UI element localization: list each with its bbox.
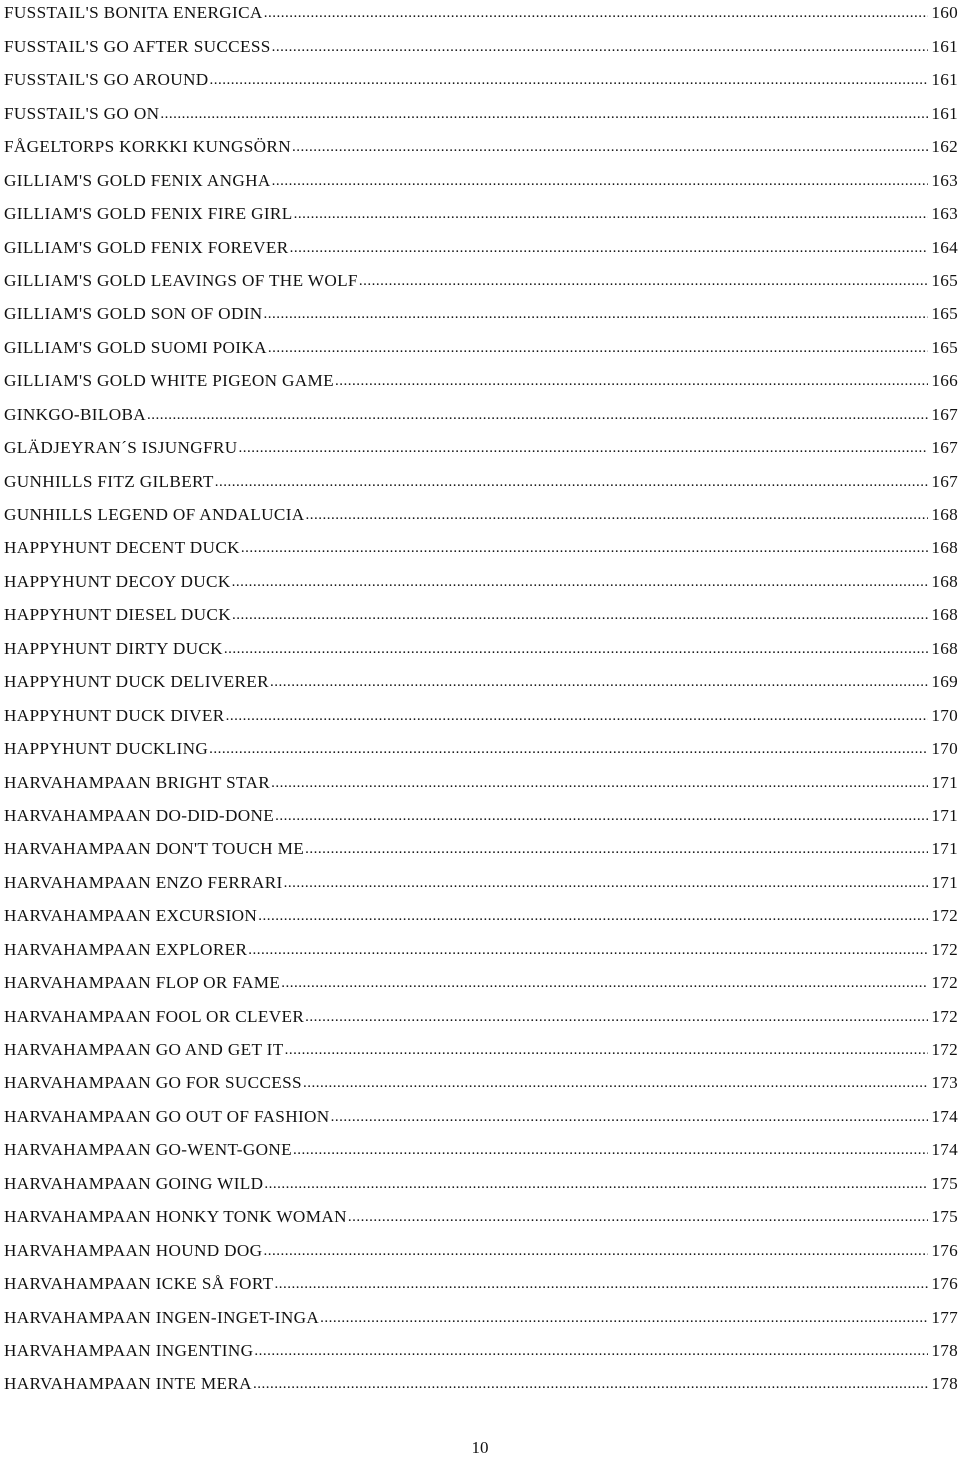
toc-entry[interactable] (4, 1160, 958, 1193)
toc-entry-page: 178 (931, 1374, 958, 1394)
page-number: 10 (471, 1438, 489, 1457)
toc-entry-page: 172 (931, 973, 958, 993)
toc-entry-title: HARVAHAMPAAN BRIGHT STAR (4, 772, 271, 792)
toc-entry-page: 170 (931, 739, 958, 759)
dot-leader (305, 839, 928, 859)
toc-entry-title: HARVAHAMPAAN DON'T TOUCH ME (4, 839, 305, 859)
dot-leader (272, 37, 929, 57)
dot-leader (292, 137, 928, 157)
toc-entry-page: 167 (931, 404, 958, 424)
dot-leader (264, 304, 929, 324)
toc-entry-title: GINKGO-BILOBA (4, 404, 147, 424)
toc-entry[interactable] (4, 291, 958, 324)
toc-entry[interactable] (4, 859, 958, 892)
toc-entry-title: HARVAHAMPAAN FOOL OR CLEVER (4, 1006, 305, 1026)
dot-leader (290, 238, 929, 258)
toc-entry-page: 162 (931, 137, 958, 157)
toc-entry[interactable] (4, 793, 958, 826)
toc-entry[interactable] (4, 1127, 958, 1160)
toc-entry-page: 172 (931, 1006, 958, 1026)
toc-entry-title: HARVAHAMPAAN GO FOR SUCCESS (4, 1073, 302, 1093)
toc-entry[interactable] (4, 1328, 958, 1361)
dot-leader (209, 739, 928, 759)
toc-entry[interactable] (4, 324, 958, 357)
toc-entry-title: HARVAHAMPAAN GO OUT OF FASHION (4, 1106, 330, 1126)
toc-entry[interactable] (4, 1093, 958, 1126)
dot-leader (275, 806, 928, 826)
toc-entry-page: 172 (931, 1040, 958, 1059)
toc-entry[interactable] (4, 0, 958, 23)
toc-entry-page: 168 (931, 605, 958, 625)
toc-entry[interactable] (4, 659, 958, 692)
dot-leader (264, 3, 929, 23)
dot-leader (239, 438, 929, 458)
toc-entry-page: 161 (931, 103, 958, 123)
toc-entry-title: HARVAHAMPAAN DO-DID-DONE (4, 805, 275, 825)
toc-entry[interactable] (4, 391, 958, 424)
toc-entry-title: GUNHILLS FITZ GILBERT (4, 471, 214, 491)
toc-entry-title: HARVAHAMPAAN EXCURSION (4, 906, 258, 926)
dot-leader (147, 405, 928, 425)
toc-entry-page: 168 (931, 505, 958, 524)
toc-entry[interactable] (4, 893, 958, 926)
dot-leader (241, 538, 928, 558)
toc-entry-page: 178 (931, 1340, 958, 1360)
toc-entry[interactable] (4, 759, 958, 792)
toc-entry-title: GILLIAM'S GOLD SON OF ODIN (4, 304, 263, 324)
toc-entry-title: FUSSTAIL'S GO AFTER SUCCESS (4, 36, 271, 56)
toc-entry-page: 164 (931, 237, 958, 257)
dot-leader (348, 1207, 928, 1227)
toc-entry-page: 165 (931, 304, 958, 324)
dot-leader (294, 204, 929, 224)
toc-entry-page: 161 (931, 70, 958, 90)
table-of-contents (4, 0, 958, 1394)
dot-leader (335, 371, 928, 391)
toc-entry-title: HARVAHAMPAAN GO AND GET IT (4, 1040, 284, 1059)
toc-entry-title: HAPPYHUNT DECOY DUCK (4, 571, 231, 591)
toc-entry[interactable] (4, 1194, 958, 1227)
toc-entry-page: 172 (931, 906, 958, 926)
toc-entry-page: 167 (931, 438, 958, 458)
dot-leader (274, 1274, 928, 1294)
toc-entry-page: 171 (931, 839, 958, 859)
dot-leader (293, 1140, 928, 1160)
toc-entry[interactable] (4, 525, 958, 558)
toc-entry[interactable] (4, 926, 958, 959)
toc-entry-title: HARVAHAMPAAN ENZO FERRARI (4, 872, 283, 892)
toc-entry-page: 165 (931, 270, 958, 290)
toc-entry-page: 165 (931, 337, 958, 357)
toc-entry-page: 166 (931, 371, 958, 391)
toc-entry-page: 176 (931, 1274, 958, 1294)
toc-entry[interactable] (4, 1294, 958, 1327)
toc-entry-page: 167 (931, 471, 958, 491)
dot-leader (258, 906, 928, 926)
toc-entry-title: HAPPYHUNT DIRTY DUCK (4, 638, 223, 658)
toc-entry[interactable] (4, 492, 958, 525)
dot-leader (305, 1007, 928, 1027)
toc-entry-title: HARVAHAMPAAN ICKE SÅ FORT (4, 1274, 274, 1294)
toc-entry-title: GILLIAM'S GOLD FENIX ANGHA (4, 170, 271, 190)
toc-entry-page: 163 (931, 170, 958, 190)
toc-entry[interactable] (4, 1060, 958, 1093)
toc-entry-title: FUSSTAIL'S BONITA ENERGICA (4, 3, 263, 23)
dot-leader (232, 605, 928, 625)
toc-entry-page: 171 (931, 872, 958, 892)
toc-entry-title: HAPPYHUNT DUCK DELIVERER (4, 672, 269, 692)
dot-leader (331, 1107, 929, 1127)
dot-leader (254, 1341, 928, 1361)
toc-entry-title: GILLIAM'S GOLD SUOMI POIKA (4, 337, 267, 357)
toc-entry[interactable] (4, 1261, 958, 1294)
toc-entry-page: 169 (931, 672, 958, 692)
toc-entry-title: HAPPYHUNT DUCK DIVER (4, 705, 225, 725)
toc-entry-title: HARVAHAMPAAN FLOP OR FAME (4, 973, 281, 993)
toc-entry[interactable] (4, 993, 958, 1026)
toc-entry[interactable] (4, 592, 958, 625)
dot-leader (303, 1073, 928, 1093)
toc-entry-title: GILLIAM'S GOLD WHITE PIGEON GAME (4, 371, 334, 391)
dot-leader (271, 773, 928, 793)
dot-leader (359, 271, 928, 291)
dot-leader (226, 706, 929, 726)
toc-entry-page: 172 (931, 939, 958, 959)
toc-entry-title: HAPPYHUNT DECENT DUCK (4, 538, 240, 558)
toc-entry-title: HARVAHAMPAAN GOING WILD (4, 1173, 264, 1193)
toc-entry[interactable] (4, 358, 958, 391)
toc-entry-page: 170 (931, 705, 958, 725)
toc-entry[interactable] (4, 57, 958, 90)
dot-leader (306, 505, 929, 525)
dot-leader (264, 1174, 928, 1194)
dot-leader (284, 873, 929, 893)
toc-entry-title: FUSSTAIL'S GO ON (4, 103, 160, 123)
dot-leader (285, 1040, 929, 1060)
toc-entry[interactable] (4, 1227, 958, 1260)
toc-entry-page: 168 (931, 571, 958, 591)
toc-entry-title: HARVAHAMPAAN INGEN-INGET-INGA (4, 1307, 320, 1327)
toc-entry-title: GILLIAM'S GOLD FENIX FOREVER (4, 237, 289, 257)
toc-entry-page: 175 (931, 1173, 958, 1193)
dot-leader (232, 572, 929, 592)
dot-leader (253, 1374, 928, 1394)
toc-entry[interactable] (4, 224, 958, 257)
toc-entry[interactable] (4, 960, 958, 993)
toc-entry-page: 173 (931, 1073, 958, 1093)
toc-entry-page: 176 (931, 1240, 958, 1260)
toc-entry-page: 168 (931, 538, 958, 558)
toc-entry-page: 175 (931, 1207, 958, 1227)
toc-entry[interactable] (4, 90, 958, 123)
toc-entry-title: FUSSTAIL'S GO AROUND (4, 70, 209, 90)
toc-entry-page: 174 (931, 1106, 958, 1126)
dot-leader (248, 940, 928, 960)
toc-entry-title: GLÄDJEYRAN´S ISJUNGFRU (4, 438, 238, 458)
toc-entry-title: HARVAHAMPAAN EXPLORER (4, 939, 248, 959)
toc-entry[interactable] (4, 191, 958, 224)
dot-leader (270, 672, 928, 692)
toc-entry[interactable] (4, 625, 958, 658)
dot-leader (215, 472, 929, 492)
toc-entry-title: FÅGELTORPS KORKKI KUNGSÖRN (4, 137, 292, 157)
toc-entry[interactable] (4, 726, 958, 759)
toc-entry[interactable] (4, 826, 958, 859)
toc-entry-page: 174 (931, 1140, 958, 1160)
toc-entry-title: HARVAHAMPAAN GO-WENT-GONE (4, 1140, 292, 1160)
toc-entry-page: 163 (931, 204, 958, 224)
dot-leader (281, 973, 928, 993)
toc-entry[interactable] (4, 1027, 958, 1060)
toc-entry-page: 161 (931, 36, 958, 56)
toc-entry-title: HARVAHAMPAAN INGENTING (4, 1340, 254, 1360)
dot-leader (268, 338, 928, 358)
toc-entry[interactable] (4, 458, 958, 491)
dot-leader (210, 70, 929, 90)
toc-entry-title: GILLIAM'S GOLD FENIX FIRE GIRL (4, 204, 293, 224)
toc-entry[interactable] (4, 124, 958, 157)
toc-entry[interactable] (4, 258, 958, 291)
toc-entry[interactable] (4, 157, 958, 190)
dot-leader (224, 639, 928, 659)
dot-leader (320, 1308, 928, 1328)
toc-entry-page: 177 (931, 1307, 958, 1327)
toc-entry[interactable] (4, 425, 958, 458)
toc-entry-title: HAPPYHUNT DIESEL DUCK (4, 605, 231, 625)
toc-entry-page: 171 (931, 805, 958, 825)
toc-entry-title: GUNHILLS LEGEND OF ANDALUCIA (4, 505, 305, 524)
toc-entry-page: 168 (931, 638, 958, 658)
toc-entry-title: GILLIAM'S GOLD LEAVINGS OF THE WOLF (4, 270, 358, 290)
toc-entry-page: 171 (931, 772, 958, 792)
dot-leader (272, 171, 929, 191)
toc-entry[interactable] (4, 558, 958, 591)
toc-entry-title: HARVAHAMPAAN HOUND DOG (4, 1240, 263, 1260)
toc-entry-title: HARVAHAMPAAN INTE MERA (4, 1374, 252, 1394)
toc-entry[interactable] (4, 1361, 958, 1394)
toc-entry-title: HAPPYHUNT DUCKLING (4, 739, 209, 759)
dot-leader (160, 104, 928, 124)
toc-entry[interactable] (4, 692, 958, 725)
toc-entry-title: HARVAHAMPAAN HONKY TONK WOMAN (4, 1207, 347, 1227)
toc-entry[interactable] (4, 23, 958, 56)
dot-leader (263, 1241, 928, 1261)
toc-entry-page: 160 (931, 3, 958, 23)
